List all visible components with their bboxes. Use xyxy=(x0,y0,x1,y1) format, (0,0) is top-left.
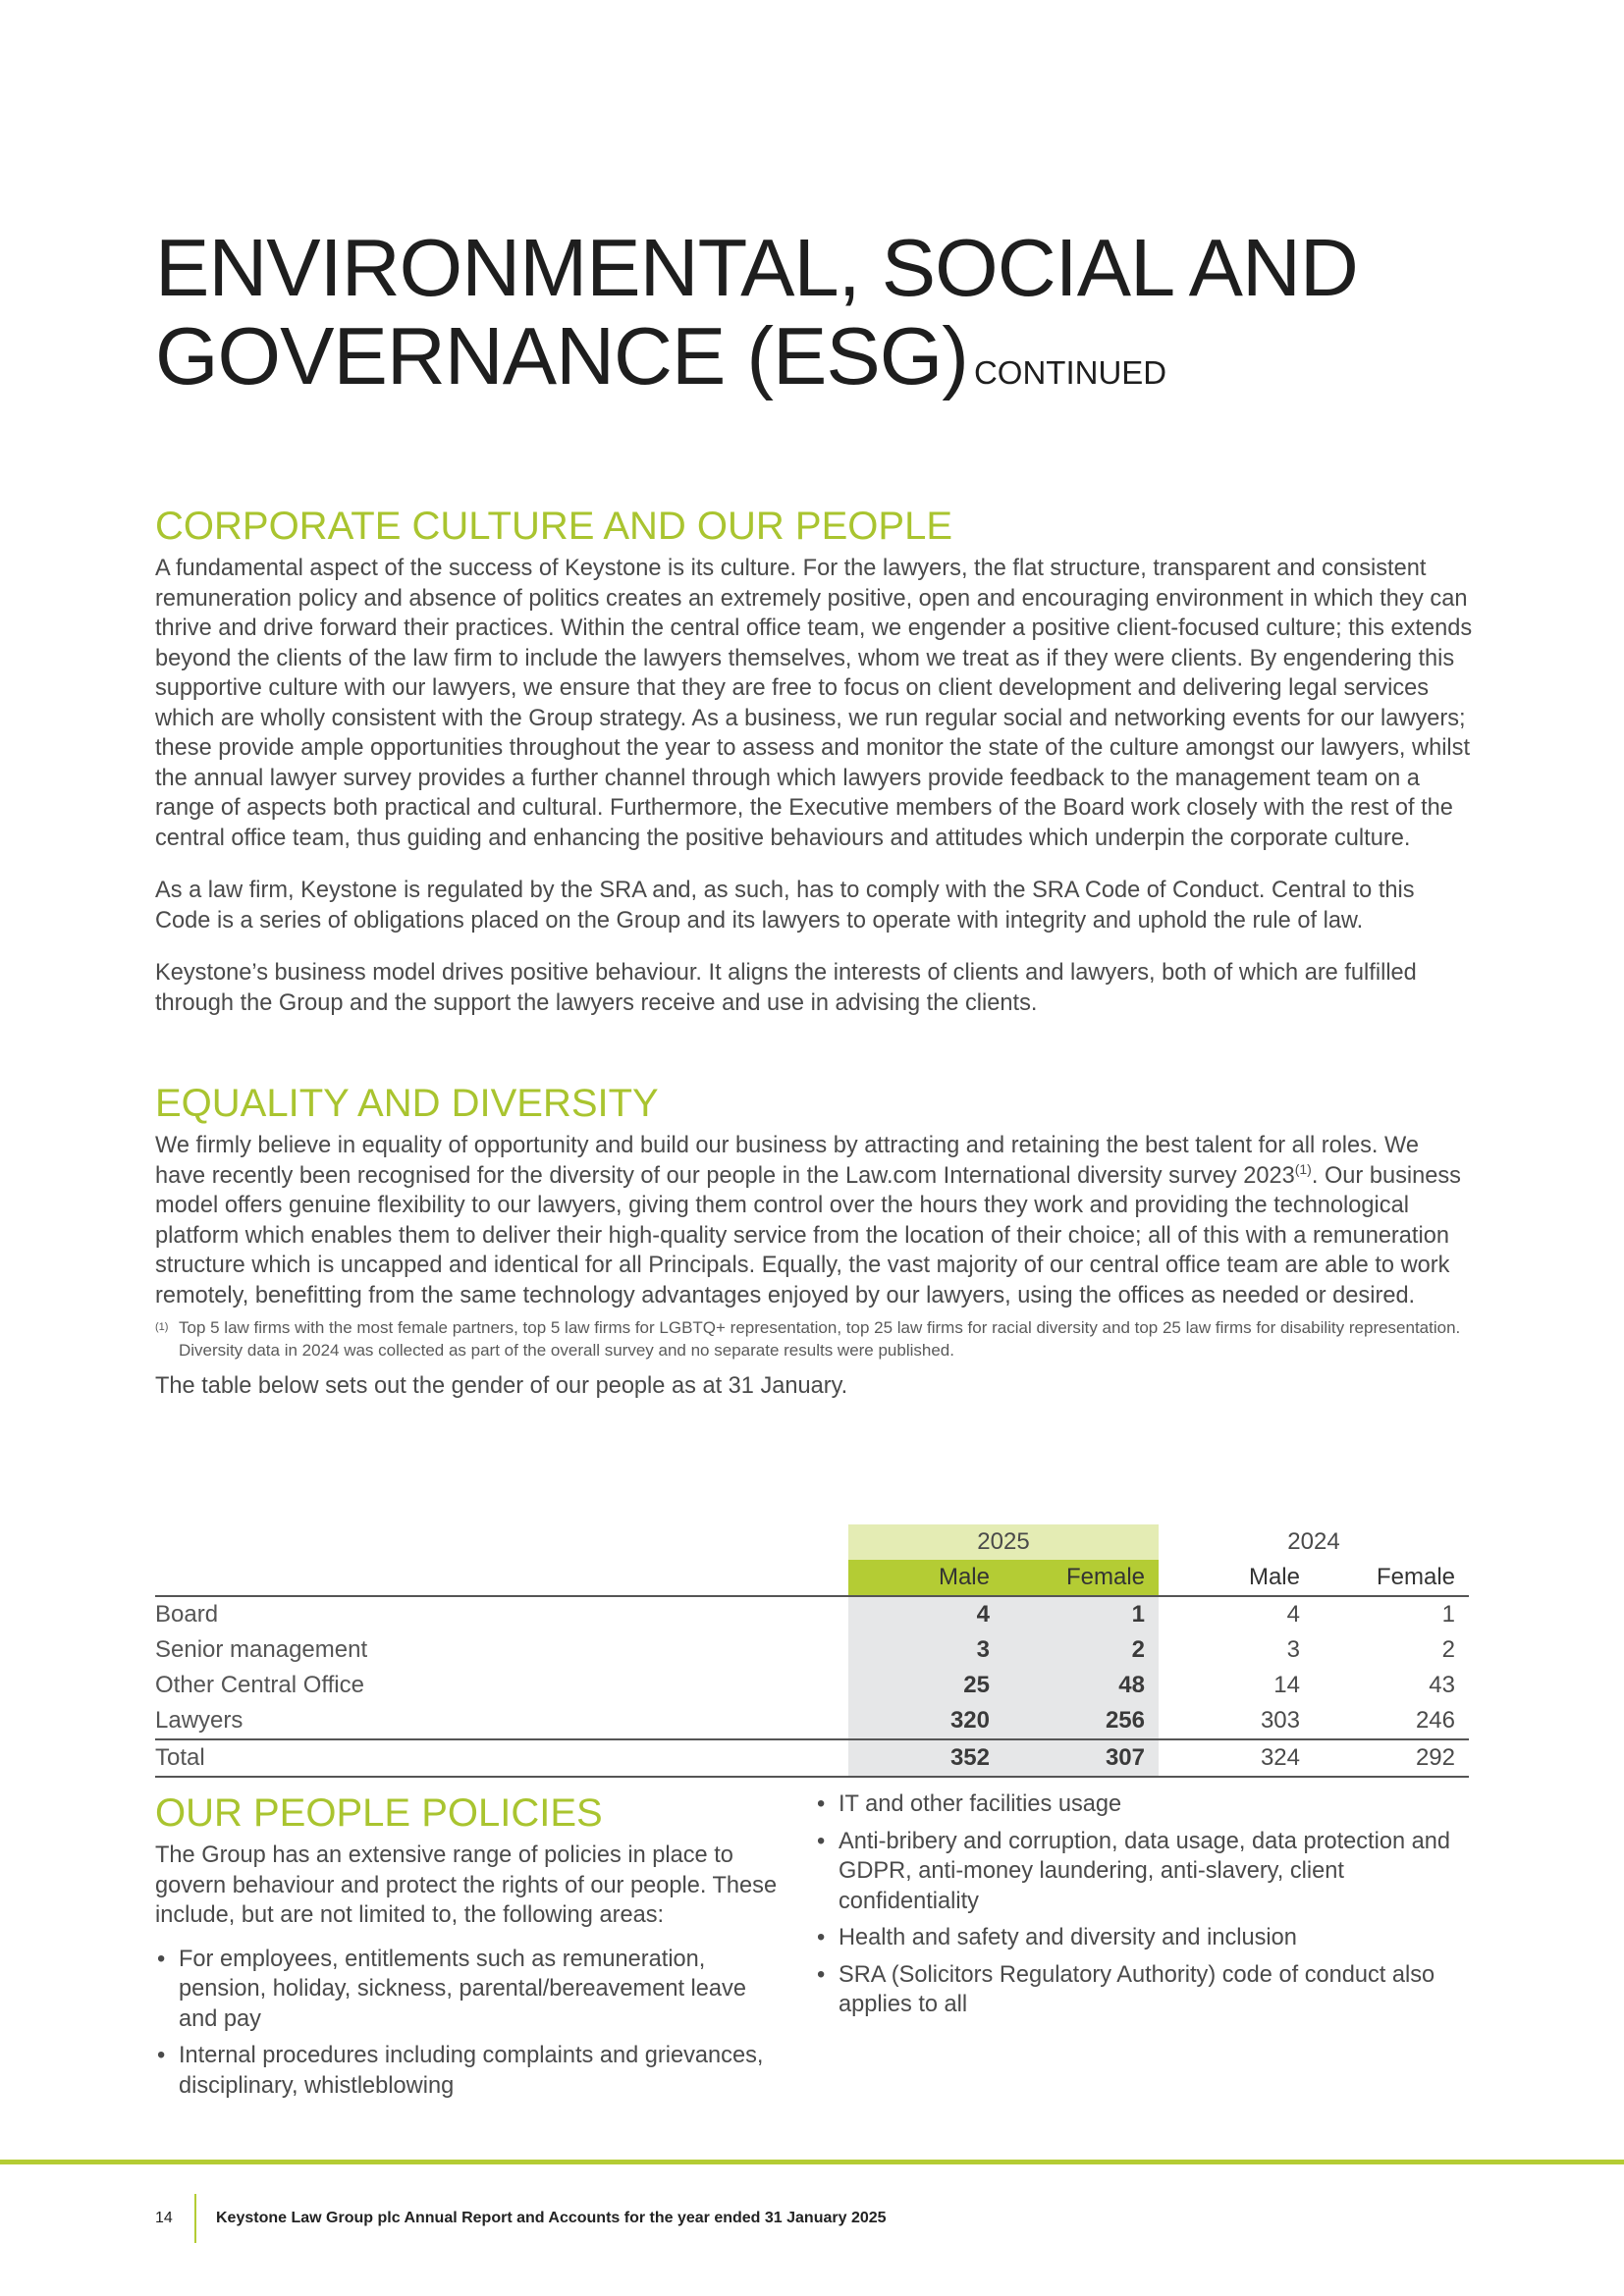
table-total-row xyxy=(155,1739,1469,1777)
list-item: • Anti-bribery and corruption, data usage, data protection and GDPR, anti-money laundering, anti-slavery, client confidentiality xyxy=(815,1827,1483,1917)
cell-male-2025: 320 xyxy=(848,1703,1003,1739)
cell-male-2024: 303 xyxy=(1159,1703,1314,1739)
table-year-row xyxy=(155,1524,1469,1560)
cell-male-2025: 352 xyxy=(848,1739,1003,1777)
list-item: • SRA (Solicitors Regulatory Authority) code of conduct also applies to all xyxy=(815,1960,1483,2020)
list-item: • For employees, entitlements such as remuneration, pension, holiday, sickness, parental/bereavement leave and pay xyxy=(155,1945,784,2035)
table-row xyxy=(155,1668,1469,1703)
page-title-suffix: CONTINUED xyxy=(973,354,1167,391)
cell-female-2025: 1 xyxy=(1003,1596,1159,1632)
policies-right-column xyxy=(815,1789,1483,2027)
cell-male-2025: 25 xyxy=(848,1668,1003,1703)
policies-left-column xyxy=(155,1789,784,2108)
heading-equality-diversity: EQUALITY AND DIVERSITY xyxy=(155,1082,659,1125)
cell-male-2025: 3 xyxy=(848,1632,1003,1668)
policies-list-left xyxy=(155,1945,784,2102)
col-male-2025: Male xyxy=(848,1560,1003,1596)
col-male-2024: Male xyxy=(1159,1560,1314,1596)
row-label: Senior management xyxy=(155,1636,368,1663)
cell-female-2025: 2 xyxy=(1003,1632,1159,1668)
cell-female-2024: 1 xyxy=(1441,1601,1455,1628)
section-equality-diversity xyxy=(155,1080,1473,1424)
row-label: Other Central Office xyxy=(155,1672,364,1698)
cell-female-2025: 256 xyxy=(1003,1703,1159,1739)
policies-list-right xyxy=(815,1789,1483,2020)
gender-table xyxy=(155,1524,1469,1778)
table-intro: The table below sets out the gender of our people as at 31 January. xyxy=(155,1373,848,1399)
table-row xyxy=(155,1703,1469,1739)
cell-male-2024: 4 xyxy=(1286,1601,1300,1628)
footer-divider-rule xyxy=(0,2160,1624,2164)
footer xyxy=(155,2199,887,2238)
cell-female-2024: 43 xyxy=(1429,1672,1455,1698)
policies-intro: The Group has an extensive range of policies in place to govern behaviour and protect the rights of our people. These include, but are not limited to, the following areas: xyxy=(155,1842,778,1928)
page-number: 14 xyxy=(155,2210,173,2226)
footnote-ref: (1) xyxy=(1294,1160,1312,1177)
page-title xyxy=(155,224,1358,417)
cell-male-2024: 14 xyxy=(1273,1672,1300,1698)
list-item: • Internal procedures including complaints and grievances, disciplinary, whistleblowing xyxy=(155,2041,784,2101)
culture-paragraph-3: Keystone’s business model drives positive behaviour. It aligns the interests of clients and lawyers, both of which are fulfilled through the Group and the support the lawyers receive and use in advising the clients. xyxy=(155,960,1417,1016)
equality-text-a: We firmly believe in equality of opportunity and build our business by attracting and retaining the best talent for all roles. We have recently been recognised for the diversity of our people in the Law.com International diversity survey 2023 xyxy=(155,1133,1420,1189)
col-female-2024: Female xyxy=(1314,1560,1469,1596)
table-row xyxy=(155,1596,1469,1632)
heading-corporate-culture: CORPORATE CULTURE AND OUR PEOPLE xyxy=(155,505,952,548)
cell-male-2024: 324 xyxy=(1159,1739,1314,1777)
row-label: Board xyxy=(155,1601,219,1628)
page-title-line2: GOVERNANCE (ESG) xyxy=(155,310,968,401)
row-label: Lawyers xyxy=(155,1703,848,1739)
footnote-text: Top 5 law firms with the most female partners, top 5 law firms for LGBTQ+ representation, top 25 law firms for racial diversity and top 25 law firms for disability representation. Diversity data in 2024 was collected as part of the overall survey and no separate results were published. xyxy=(179,1318,1461,1360)
cell-male-2025: 4 xyxy=(848,1596,1003,1632)
list-item: • IT and other facilities usage xyxy=(815,1789,1483,1820)
cell-female-2025: 48 xyxy=(1003,1668,1159,1703)
row-label: Total xyxy=(155,1739,848,1777)
year-2025-header: 2025 xyxy=(848,1524,1159,1560)
equality-paragraph xyxy=(155,1131,1473,1310)
table-column-header-row xyxy=(155,1560,1469,1596)
cell-female-2024: 246 xyxy=(1314,1703,1469,1739)
cell-female-2024: 292 xyxy=(1314,1739,1469,1777)
cell-female-2025: 307 xyxy=(1003,1739,1159,1777)
table-row xyxy=(155,1632,1469,1668)
cell-female-2024: 2 xyxy=(1441,1636,1455,1663)
cell-male-2024: 3 xyxy=(1286,1636,1300,1663)
section-corporate-culture xyxy=(155,503,1473,1041)
footnote xyxy=(155,1316,1473,1362)
footer-divider xyxy=(194,2194,196,2243)
heading-people-policies: OUR PEOPLE POLICIES xyxy=(155,1791,603,1835)
culture-paragraph-1: A fundamental aspect of the success of Keystone is its culture. For the lawyers, the flat structure, transparent and consistent remuneration policy and absence of politics creates an extremely positive, open and encouraging environment in which they can thrive and drive forward their practices. Within the central office team, we engender a positive client-focused culture; this extends beyond the clients of the law firm to include the lawyers themselves, whom we treat as if they were clients. By engendering this supportive culture with our lawyers, we ensure that they are free to focus on client development and delivering legal services which are wholly consistent with the Group strategy. As a business, we run regular social and networking events for our lawyers; these provide ample opportunities throughout the year to assess and monitor the state of the culture amongst our lawyers, whilst the annual lawyer survey provides a further channel through which lawyers provide feedback to the management team on a range of aspects both practical and cultural. Furthermore, the Executive members of the Board work closely with the rest of the central office team, thus guiding and enhancing the positive behaviours and attitudes which underpin the corporate culture. xyxy=(155,556,1473,851)
footer-text: Keystone Law Group plc Annual Report and Accounts for the year ended 31 January 2025 xyxy=(216,2210,887,2226)
equality-text-b: . Our business model offers genuine flexibility to our lawyers, giving them control over the hours they work and providing the technological platform which enables them to deliver their high-quality service from the location of their choice; all of this with a remuneration structure which is uncapped and identical for all Principals. Equally, the vast majority of our central office team are able to work remotely, benefitting from the same technology advantages enjoyed by our lawyers, using the offices as needed or desired. xyxy=(155,1162,1461,1308)
footnote-mark: (1) xyxy=(155,1321,169,1333)
culture-paragraph-2: As a law firm, Keystone is regulated by the SRA and, as such, has to comply with the SRA Code of Conduct. Central to this Code is a series of obligations placed on the Group and its lawyers to operate with integrity and uphold the rule of law. xyxy=(155,878,1415,934)
page-title-line1: ENVIRONMENTAL, SOCIAL AND xyxy=(155,222,1358,313)
year-2024-header: 2024 xyxy=(1287,1528,1340,1555)
list-item: • Health and safety and diversity and inclusion xyxy=(815,1923,1483,1953)
col-female-2025: Female xyxy=(1003,1560,1159,1596)
